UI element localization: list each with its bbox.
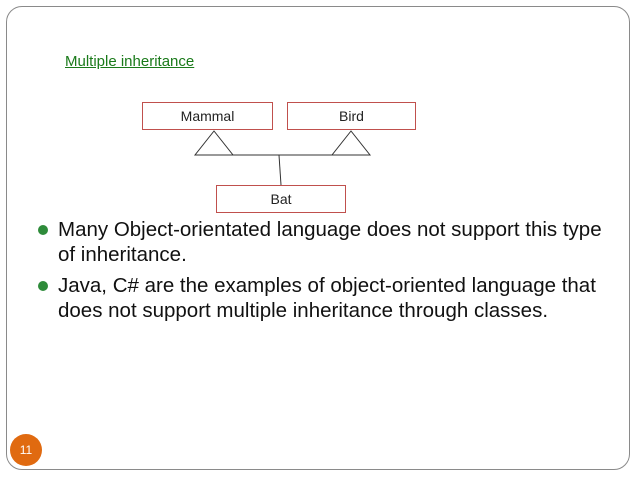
bat-connector-line xyxy=(279,155,281,185)
class-label-bat: Bat xyxy=(270,191,292,207)
bullet-item xyxy=(36,273,616,323)
class-box-mammal xyxy=(142,102,273,130)
bullet-item xyxy=(36,217,616,267)
bullet-dot-icon xyxy=(38,281,48,291)
class-label-mammal: Mammal xyxy=(180,108,235,124)
class-box-bat xyxy=(216,185,346,213)
class-label-bird: Bird xyxy=(339,108,364,124)
bullet-text: Many Object-orientated language does not support this type of inheritance. xyxy=(58,218,602,266)
bullet-list xyxy=(36,217,616,329)
slide-heading: Multiple inheritance xyxy=(65,53,195,70)
mammal-arrowhead-icon xyxy=(195,131,233,155)
bullet-dot-icon xyxy=(38,225,48,235)
class-box-bird xyxy=(287,102,416,130)
page-number-badge: 11 xyxy=(10,434,42,466)
bird-arrowhead-icon xyxy=(332,131,370,155)
bullet-text: Java, C# are the examples of object-oriented language that does not support multiple inheritance through classes. xyxy=(58,274,596,322)
